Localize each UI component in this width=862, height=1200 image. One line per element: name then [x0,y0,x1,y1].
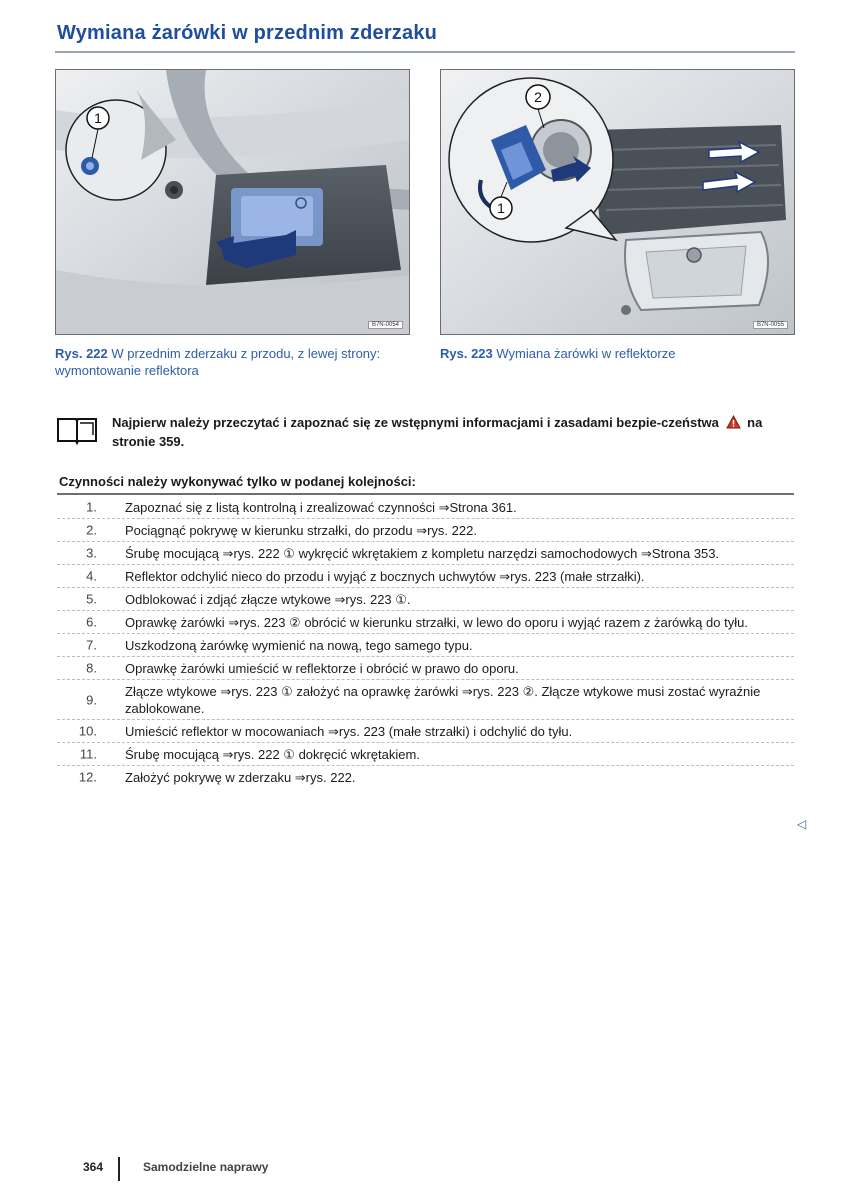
callout-2-label: 2 [534,89,542,105]
figure-id: B7N-0055 [753,321,788,329]
step-number: 11. [79,746,97,762]
caption-label: Rys. 222 [55,346,108,361]
step-text: Oprawkę żarówki umieścić w reflektorze i obrócić w prawo do oporu. [125,661,519,676]
step-row [57,565,794,588]
callout-1-label: 1 [497,200,505,216]
step-number: 4. [86,568,97,584]
step-row [57,542,794,565]
step-text: Złącze wtykowe ⇒rys. 223 ① założyć na oprawkę żarówki ⇒rys. 223 ②. Złącze wtykowe musi zostać wyraźnie zablokowane. [125,684,761,716]
page-number: 364 [83,1160,104,1174]
steps-list [57,496,794,788]
footer-section-title: Samodzielne naprawy [143,1160,269,1174]
caption-text: W przednim zderzaku z przodu, z lewej strony: wymontowanie reflektora [55,346,381,378]
step-row [57,519,794,542]
step-number: 7. [86,637,97,653]
step-text: Śrubę mocującą ⇒rys. 222 ① dokręcić wkrętakiem. [125,747,420,762]
step-text: Zapoznać się z listą kontrolną i zrealizować czynności ⇒Strona 361. [125,500,517,515]
caption-text: Wymiana żarówki w reflektorze [492,346,676,361]
step-row [57,588,794,611]
notice-text [112,413,792,451]
step-row [57,720,794,743]
step-text: Oprawkę żarówki ⇒rys. 223 ② obrócić w kierunku strzałki, w lewo do oporu i wyjąć razem z żarówką do tyłu. [125,615,748,630]
steps-header: Czynności należy wykonywać tylko w podanej kolejności: [59,474,416,489]
step-number: 6. [86,614,97,630]
figure-id: B7N-0054 [368,321,403,329]
figure-223-caption [440,345,790,362]
bumper-illustration-right [441,70,794,334]
step-text: Odblokować i zdjąć złącze wtykowe ⇒rys. 223 ①. [125,592,411,607]
step-row [57,611,794,634]
title-divider [55,51,795,53]
notice-text-before: Najpierw należy przeczytać i zapoznać się ze wstępnymi informacjami i zasadami bezpie-czeństwa [112,415,719,430]
bumper-illustration-left [56,70,409,334]
step-text: Śrubę mocującą ⇒rys. 222 ① wykręcić wkrętakiem z kompletu narzędzi samochodowych ⇒Strona 353. [125,546,720,561]
step-number: 9. [86,692,97,707]
step-row [57,766,794,788]
callout-1-label: 1 [94,110,102,126]
step-text: Reflektor odchylić nieco do przodu i wyjąć z bocznych uchwytów ⇒rys. 223 (małe strzałki). [125,569,645,584]
notice-text-after: na stronie 359. [112,415,763,449]
section-end-icon: ◁ [797,817,807,831]
step-number: 12. [78,769,97,785]
steps-header-divider [57,493,794,495]
figure-223 [440,69,795,335]
step-number: 2. [86,522,97,538]
step-row [57,680,794,720]
book-icon [56,415,98,445]
step-row [57,743,794,766]
step-row [57,496,794,519]
page-title: Wymiana żarówki w przednim zderzaku [57,22,438,44]
safety-notice [56,413,796,453]
step-row [57,634,794,657]
step-number: 8. [86,660,97,676]
footer-divider [118,1157,120,1181]
figure-222 [55,69,410,335]
step-text: Założyć pokrywę w zderzaku ⇒rys. 222. [125,770,356,785]
warning-triangle-icon [726,415,741,429]
step-number: 5. [86,591,97,607]
step-number: 3. [86,545,97,561]
step-row [57,657,794,680]
step-number: 10. [78,723,97,739]
step-text: Pociągnąć pokrywę w kierunku strzałki, do przodu ⇒rys. 222. [125,523,477,538]
figure-222-caption [55,345,405,379]
step-number: 1. [86,499,97,515]
step-text: Umieścić reflektor w mocowaniach ⇒rys. 223 (małe strzałki) i odchylić do tyłu. [125,724,573,739]
caption-label: Rys. 223 [440,346,493,361]
step-text: Uszkodzoną żarówkę wymienić na nową, tego samego typu. [125,638,473,653]
